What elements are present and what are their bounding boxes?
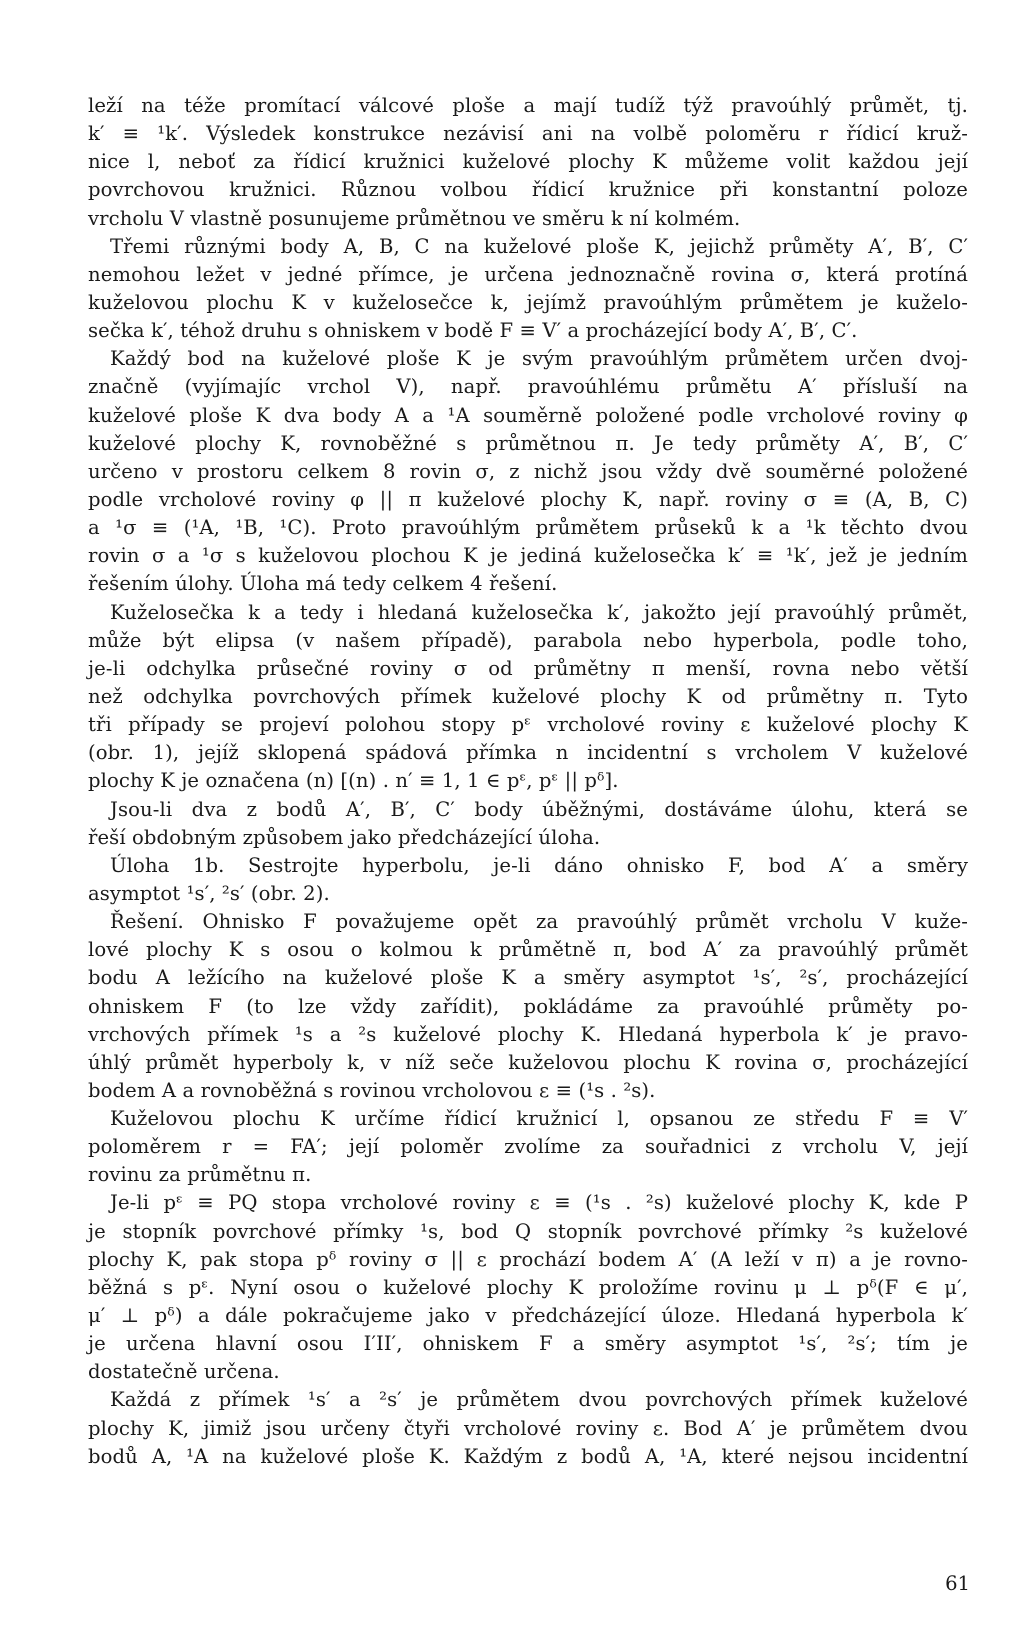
text-line: úhlý průmět hyperboly k, v níž seče kuželovou plochu K rovina σ, procházející xyxy=(88,1050,968,1074)
text-line: μ′ ⊥ pᵟ) a dále pokračujeme jako v předcházející úloze. Hledaná hyperbola k′ xyxy=(88,1304,968,1328)
text-line: řeší obdobným způsobem jako předcházející úloha. xyxy=(88,825,601,849)
text-line: Každá z přímek ¹s′ a ²s′ je průmětem dvou povrchových přímek kuželové xyxy=(110,1388,968,1412)
text-line: kuželovou plochu K v kuželosečce k, jejímž pravoúhlým průmětem je kuželo- xyxy=(88,290,968,314)
text-line: Kuželosečka k a tedy i hledaná kuželosečka k′, jakožto její pravoúhlý průmět, xyxy=(110,600,968,624)
text-line: ohniskem F (to lze vždy zařídit), pokládáme za pravoúhlé průměty po- xyxy=(88,994,968,1018)
text-line: je-li odchylka průsečné roviny σ od průmětny π menší, rovna nebo větší xyxy=(88,656,968,680)
text-line: Kuželovou plochu K určíme řídicí kružnicí l, opsanou ze středu F ≡ V′ xyxy=(110,1107,968,1131)
text-line: než odchylka povrchových přímek kuželové plochy K od průmětny π. Tyto xyxy=(88,684,968,708)
text-line: rovinu za průmětnu π. xyxy=(88,1163,312,1187)
text-line: (obr. 1), jejíž sklopená spádová přímka n incidentní s vrcholem V kuželové xyxy=(88,741,968,765)
text-line: bodem A a rovnoběžná s rovinou vrcholovou ε ≡ (¹s . ²s). xyxy=(88,1078,656,1102)
text-line: řešením úlohy. Úloha má tedy celkem 4 řešení. xyxy=(88,572,558,596)
text-line: povrchovou kružnici. Různou volbou řídicí kružnice při konstantní poloze xyxy=(88,178,968,202)
text-line: kuželové ploše K dva body A a ¹A souměrně položené podle vrcholové roviny φ xyxy=(88,403,968,427)
text-line: bodu A ležícího na kuželové ploše K a směry asymptot ¹s′, ²s′, procházející xyxy=(88,966,968,990)
text-line: tři případy se projeví polohou stopy pᵋ vrcholové roviny ε kuželové plochy K xyxy=(88,713,968,737)
text-line: kuželové plochy K, rovnoběžné s průmětnou π. Je tedy průměty A′, B′, C′ xyxy=(88,431,968,455)
text-line: Jsou-li dva z bodů A′, B′, C′ body úběžnými, dostáváme úlohu, která se xyxy=(110,797,968,821)
text-line: rovin σ a ¹σ s kuželovou plochou K je jediná kuželosečka k′ ≡ ¹k′, jež je jedním xyxy=(88,544,968,568)
text-line: Každý bod na kuželové ploše K je svým pravoúhlým průmětem určen dvoj- xyxy=(110,347,968,371)
text-line: je určena hlavní osou I′II′, ohniskem F a směry asymptot ¹s′, ²s′; tím je xyxy=(88,1332,968,1356)
page-number: 61 xyxy=(945,1572,970,1595)
page-body xyxy=(88,92,968,1471)
text-line: značně (vyjímajíc vrchol V), např. pravoúhlému průmětu A′ přísluší na xyxy=(88,375,968,399)
text-line: Je-li pᵋ ≡ PQ stopa vrcholové roviny ε ≡ (¹s . ²s) kuželové plochy K, kde P xyxy=(110,1191,968,1215)
text-line: asymptot ¹s′, ²s′ (obr. 2). xyxy=(88,881,330,905)
text-line: sečka k′, téhož druhu s ohniskem v bodě F ≡ V′ a procházející body A′, B′, C′. xyxy=(88,319,858,343)
text-line: plochy K, jimiž jsou určeny čtyři vrcholové roviny ε. Bod A′ je průmětem dvou xyxy=(88,1416,968,1440)
text-line: plochy K, pak stopa pᵟ roviny σ || ε prochází bodem A′ (A leží v π) a je rovno- xyxy=(88,1247,968,1271)
text-line: lové plochy K s osou o kolmou k průmětně π, bod A′ za pravoúhlý průmět xyxy=(88,938,968,962)
text-line: vrcholu V vlastně posunujeme průmětnou ve směru k ní kolmém. xyxy=(88,206,741,230)
text-line: a ¹σ ≡ (¹A, ¹B, ¹C). Proto pravoúhlým průmětem průseků k a ¹k těchto dvou xyxy=(88,516,968,540)
text-line: plochy K je označena (n) [(n) . n′ ≡ 1, 1 ∈ pᵋ, pᵋ || pᵟ]. xyxy=(88,769,619,793)
text-line: je stopník povrchové přímky ¹s, bod Q stopník povrchové přímky ²s kuželové xyxy=(88,1219,968,1243)
text-line: leží na téže promítací válcové ploše a mají tudíž týž pravoúhlý průmět, tj. xyxy=(88,94,968,117)
text-line: Úloha 1b. Sestrojte hyperbolu, je-li dáno ohnisko F, bod A′ a směry xyxy=(110,853,968,877)
text-line: vrchových přímek ¹s a ²s kuželové plochy K. Hledaná hyperbola k′ je pravo- xyxy=(88,1022,968,1046)
text-line: nice l, neboť za řídicí kružnici kuželové plochy K můžeme volit každou její xyxy=(88,150,968,174)
text-line: poloměrem r = FA′; její poloměr zvolíme za souřadnici z vrcholu V, její xyxy=(88,1135,968,1159)
text-line: nemohou ležet v jedné přímce, je určena jednoznačně rovina σ, která protíná xyxy=(88,262,968,286)
text-line: může být elipsa (v našem případě), parabola nebo hyperbola, podle toho, xyxy=(88,628,968,652)
text-line: dostatečně určena. xyxy=(88,1360,280,1384)
text-line: Řešení. Ohnisko F považujeme opět za pravoúhlý průmět vrcholu V kuže- xyxy=(110,910,968,934)
text-line: k′ ≡ ¹k′. Výsledek konstrukce nezávisí ani na volbě poloměru r řídicí kruž- xyxy=(88,122,968,146)
text-line: bodů A, ¹A na kuželové ploše K. Každým z bodů A, ¹A, které nejsou incidentní xyxy=(88,1444,968,1468)
text-line: Třemi různými body A, B, C na kuželové ploše K, jejichž průměty A′, B′, C′ xyxy=(110,234,968,258)
text-line: běžná s pᵋ. Nyní osou o kuželové plochy K proložíme rovinu μ ⊥ pᵟ(F ∈ μ′, xyxy=(88,1275,968,1299)
text-line: podle vrcholové roviny φ || π kuželové plochy K, např. roviny σ ≡ (A, B, C) xyxy=(88,487,968,511)
text-line: určeno v prostoru celkem 8 rovin σ, z nichž jsou vždy dvě souměrné položené xyxy=(88,459,968,483)
